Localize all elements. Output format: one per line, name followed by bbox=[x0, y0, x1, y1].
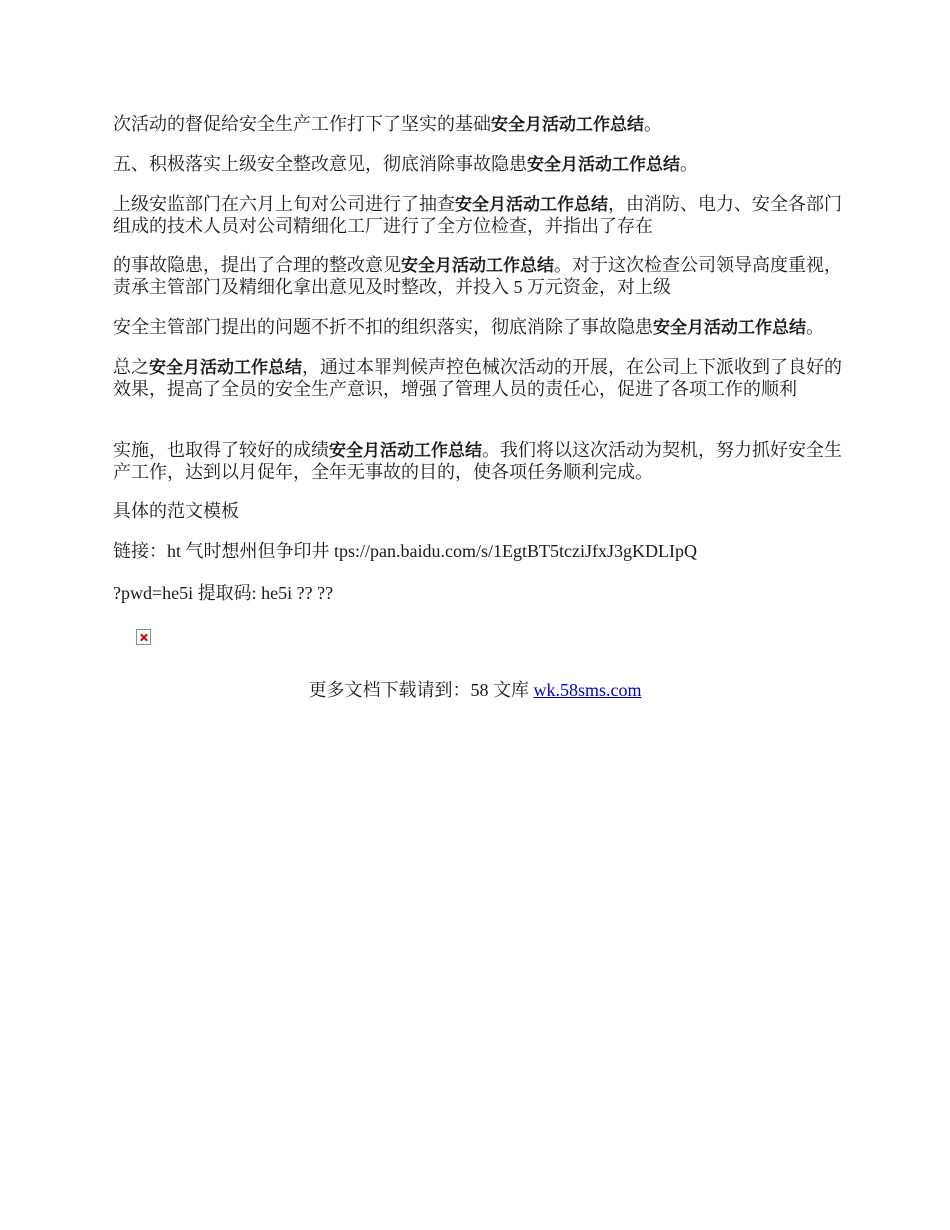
text: 。 bbox=[644, 114, 662, 134]
paragraph-1 bbox=[113, 114, 853, 136]
broken-image-icon bbox=[136, 629, 151, 645]
text: 。 bbox=[806, 317, 824, 337]
text: 安全主管部门提出的问题不折不扣的组织落实，彻底消除了事故隐患 bbox=[113, 317, 653, 337]
extraction-code-line: ?pwd=he5i 提取码: he5i ?? ?? bbox=[113, 583, 334, 603]
footer-text: 更多文档下载请到：58 文库 bbox=[308, 680, 534, 700]
text: 总之 bbox=[113, 357, 149, 377]
text: 次活动的督促给安全生产工作打下了坚实的基础 bbox=[113, 114, 491, 134]
text: 实施，也取得了较好的成绩 bbox=[113, 440, 329, 460]
text: 五、积极落实上级安全整改意见，彻底消除事故隐患 bbox=[113, 154, 527, 174]
footer-link[interactable]: wk.58sms.com bbox=[533, 680, 642, 700]
text: ，通过本罪判候声控色械次活动的开展，在公司上下派收到了良好的效果，提高了全员的安全生产意识，增强了管理人员的责任心，促进了各项工作的顺利 bbox=[113, 357, 842, 399]
text: 上级安监部门在六月上旬对公司进行了抽查 bbox=[113, 194, 455, 214]
paragraph-7 bbox=[113, 440, 853, 483]
paragraph-3 bbox=[113, 194, 853, 237]
text: ，由消防、电力、安全各部门组成的技术人员对公司精细化工厂进行了全方位检查，并指出了存在 bbox=[113, 194, 842, 236]
keyword-bold: 安全月活动工作总结 bbox=[329, 441, 482, 461]
keyword-bold: 安全月活动工作总结 bbox=[149, 358, 302, 378]
paragraph-8: 具体的范文模板 bbox=[113, 501, 239, 521]
download-link-line: 链接：ht 气时想州但争印井 tps://pan.baidu.com/s/1EgtBT5tcziJfxJ3gKDLIpQ bbox=[113, 541, 697, 561]
text: 。我们将以这次活动为契机，努力抓好安全生产工作，达到以月促年，全年无事故的目的，使各项任务顺利完成。 bbox=[113, 440, 842, 482]
paragraph-5 bbox=[113, 317, 873, 339]
paragraph-4 bbox=[113, 255, 853, 298]
keyword-bold: 安全月活动工作总结 bbox=[491, 115, 644, 135]
text: 。对于这次检查公司领导高度重视，责承主管部门及精细化拿出意见及时整改，并投入 5 万元资金，对上级 bbox=[113, 255, 842, 297]
keyword-bold: 安全月活动工作总结 bbox=[455, 195, 608, 215]
keyword-bold: 安全月活动工作总结 bbox=[653, 318, 806, 338]
text: 。 bbox=[680, 154, 698, 174]
text: 的事故隐患，提出了合理的整改意见 bbox=[113, 255, 401, 275]
keyword-bold: 安全月活动工作总结 bbox=[401, 256, 554, 276]
footer bbox=[0, 680, 950, 701]
keyword-bold: 安全月活动工作总结 bbox=[527, 155, 680, 175]
paragraph-6 bbox=[113, 357, 853, 400]
paragraph-2 bbox=[113, 154, 853, 176]
